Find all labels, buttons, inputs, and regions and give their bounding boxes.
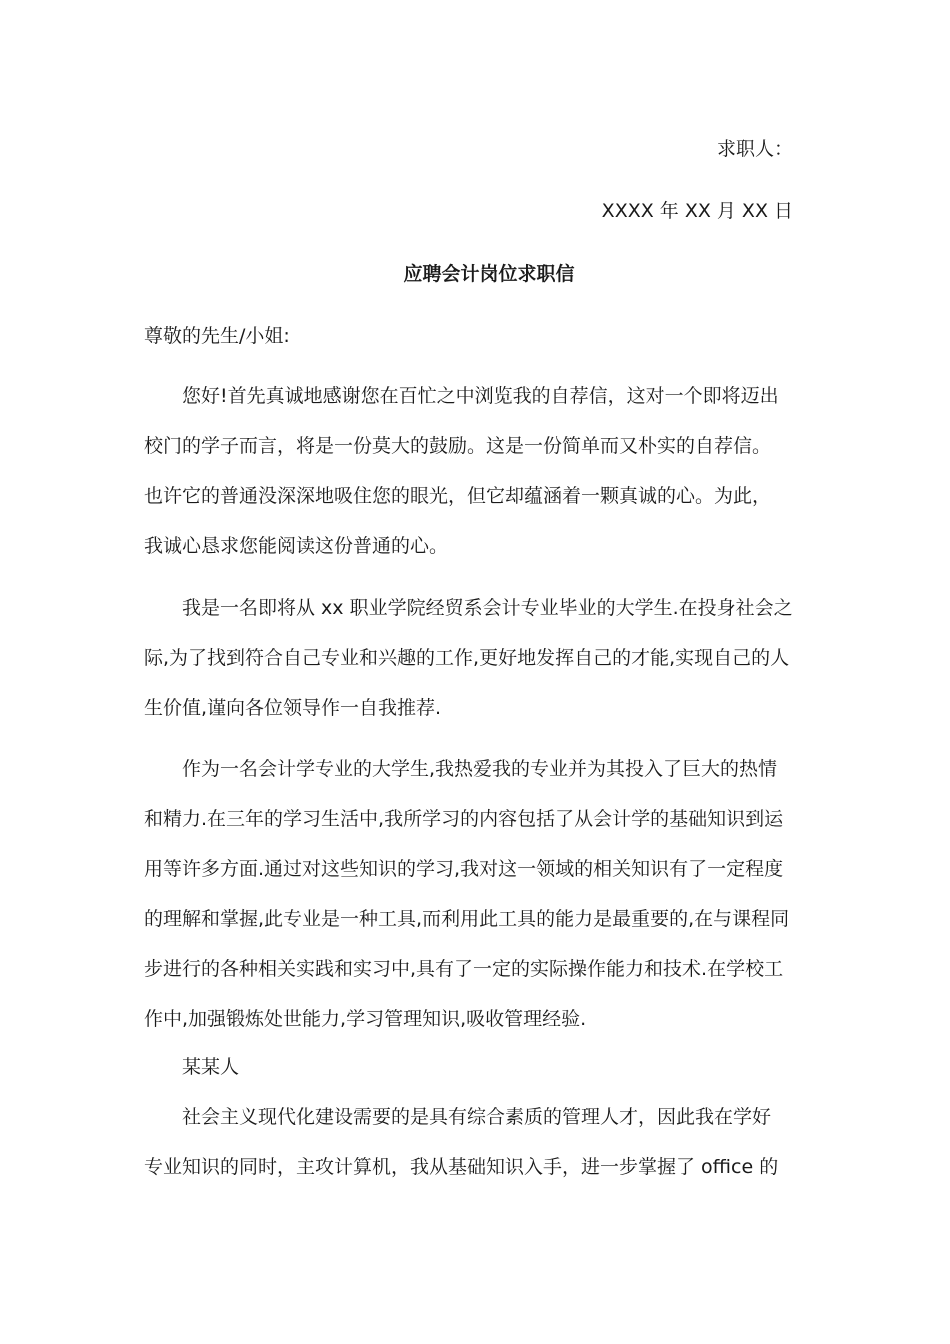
text-line: 作为一名会计学专业的大学生,我热爱我的专业并为其投入了巨大的热情	[182, 758, 778, 780]
text-line: 际,为了找到符合自己专业和兴趣的工作,更好地发挥自己的才能,实现自己的人	[144, 647, 790, 669]
text-line: 我诚心恳求您能阅读这份普通的心。	[144, 535, 449, 557]
paragraph-introduction	[144, 595, 804, 745]
text-line: 校门的学子而言，将是一份莫大的鼓励。这是一份简单而又朴实的自荐信。	[144, 435, 772, 457]
text-line: 的理解和掌握,此专业是一种工具,而利用此工具的能力是最重要的,在与课程同	[144, 908, 790, 930]
paragraph-skills	[144, 1104, 804, 1204]
document-title: 应聘会计岗位求职信	[403, 263, 575, 285]
text-line: 生价值,谨向各位领导作一自我推荐.	[144, 697, 442, 719]
text-line: 我是一名即将从 xx 职业学院经贸系会计专业毕业的大学生.在投身社会之	[182, 597, 793, 619]
text-line: 用等许多方面.通过对这些知识的学习,我对这一领域的相关知识有了一定程度	[144, 858, 784, 880]
text-line: 作中,加强锻炼处世能力,学习管理知识,吸收管理经验.	[144, 1008, 587, 1030]
paragraph-greeting	[144, 383, 804, 583]
text-line: 步进行的各种相关实践和实习中,具有了一定的实际操作能力和技术.在学校工	[144, 958, 784, 980]
signature: 某某人	[182, 1056, 240, 1078]
text-line: 专业知识的同时，主攻计算机，我从基础知识入手，进一步掌握了 office 的	[144, 1156, 779, 1178]
text-line: 您好!首先真诚地感谢您在百忙之中浏览我的自荐信，这对一个即将迈出	[182, 385, 779, 407]
salutation: 尊敬的先生/小姐:	[144, 325, 290, 347]
applicant-label: 求职人：	[716, 138, 793, 160]
text-line: 社会主义现代化建设需要的是具有综合素质的管理人才，因此我在学好	[182, 1106, 772, 1128]
text-line: 也许它的普通没深深地吸住您的眼光，但它却蕴涵着一颗真诚的心。为此，	[144, 485, 772, 507]
letter-date: XXXX 年 XX 月 XX 日	[601, 200, 793, 222]
paragraph-studies	[144, 756, 804, 1056]
text-line: 和精力.在三年的学习生活中,我所学习的内容包括了从会计学的基础知识到运	[144, 808, 784, 830]
